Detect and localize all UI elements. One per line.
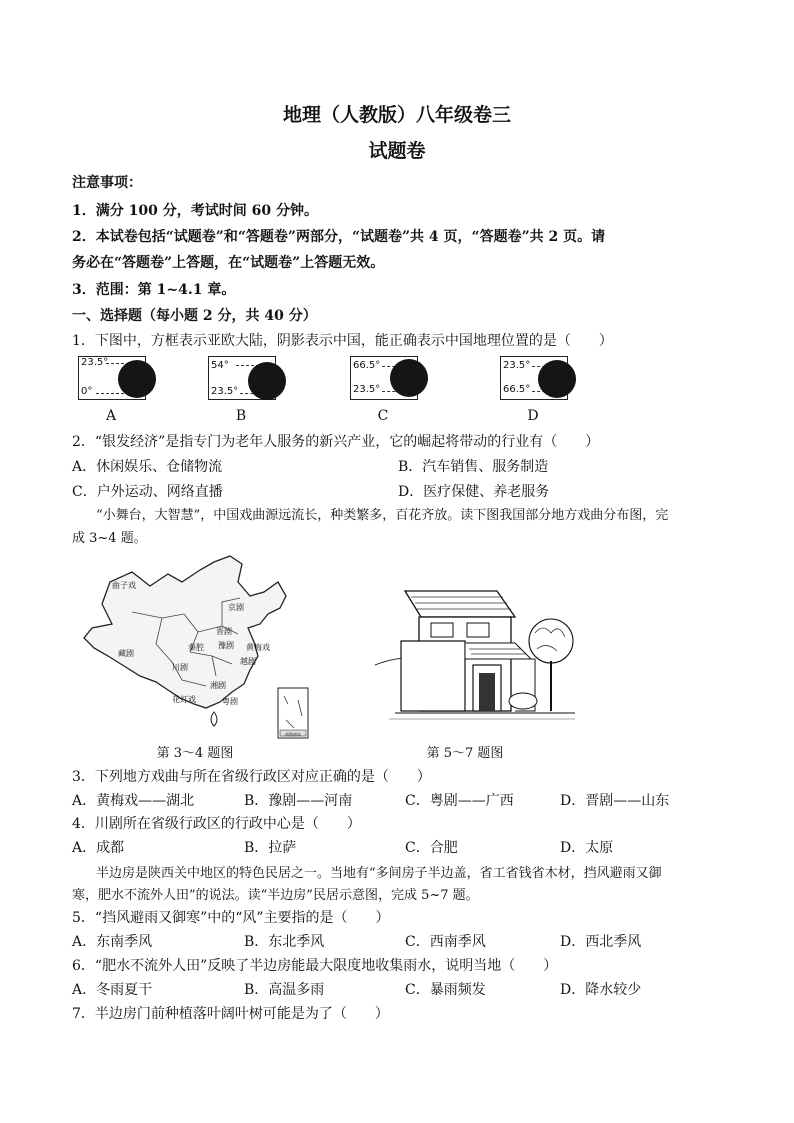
notice-item-3: 3．范围：第 1~4.1 章。 <box>72 282 236 298</box>
map-label-zangju: 藏剧 <box>118 649 134 658</box>
notice-item-1: 1．满分 100 分，考试时间 60 分钟。 <box>72 203 318 219</box>
q1-d-top-lat: 23.5° <box>503 360 531 371</box>
q1-c-top-lat: 66.5° <box>353 360 381 371</box>
china-shadow-b <box>248 362 286 400</box>
q4-option-d: D．太原 <box>560 840 614 856</box>
notice-heading: 注意事项： <box>72 175 142 191</box>
map-label-xiangju: 湘剧 <box>210 681 226 690</box>
map-label-jinju: 晋剧 <box>216 627 232 636</box>
q1-b-top-lat: 54° <box>211 360 229 371</box>
q3-stem: 3．下列地方戏曲与所在省级行政区对应正确的是（ ） <box>72 769 431 785</box>
map-label-yueju-gd: 粤剧 <box>222 697 238 706</box>
q3-option-d: D．晋剧——山东 <box>560 793 670 809</box>
map-label-yueju-zj: 越剧 <box>240 657 256 666</box>
opera-distribution-map <box>72 552 324 742</box>
q1-d-label: D <box>527 408 539 424</box>
map-label-yuju: 豫剧 <box>218 641 234 650</box>
section-heading: 一、选择题（每小题 2 分，共 40 分） <box>72 308 317 324</box>
passage1-line2: 成 3~4 题。 <box>72 531 147 546</box>
q1-stem: 1．下图中，方框表示亚欧大陆，阴影表示中国，能正确表示中国地理位置的是（ ） <box>72 333 613 349</box>
map-label-chuanju: 川剧 <box>172 663 188 672</box>
notice-item-2: 2．本试卷包括“试题卷”和“答题卷”两部分，“试题卷”共 4 页，“答题卷”共 2 页。请 <box>72 229 606 245</box>
q1-b-bottom-lat: 23.5° <box>211 386 239 397</box>
map-label-huadengxi: 花灯戏 <box>172 695 196 704</box>
q2-option-d: D．医疗保健、养老服务 <box>398 484 550 500</box>
map-label-huangmeixi: 黄梅戏 <box>246 643 270 652</box>
q1-c-label: C <box>377 408 389 424</box>
q2-option-b: B．汽车销售、服务制造 <box>398 459 549 475</box>
q1-b-label: B <box>235 408 247 424</box>
q3-option-b: B．豫剧——河南 <box>244 793 353 809</box>
q6-stem: 6．“肥水不流外人田”反映了半边房能最大限度地收集雨水，说明当地（ ） <box>72 958 558 974</box>
map-label-qinqiang: 秦腔 <box>188 643 204 652</box>
map-caption: 第 3～4 题图 <box>156 746 234 761</box>
q4-option-a: A．成都 <box>72 840 125 856</box>
q2-option-a: A．休闲娱乐、仓储物流 <box>72 459 223 475</box>
map-label-quzixi: 曲子戏 <box>112 581 136 590</box>
q5-option-c: C．西南季风 <box>405 934 486 950</box>
q2-option-c: C．户外运动、网络直播 <box>72 484 223 500</box>
q5-option-d: D．西北季风 <box>560 934 642 950</box>
q5-stem: 5．“挡风避雨又御寒”中的“风”主要指的是（ ） <box>72 910 390 926</box>
china-shadow-c <box>390 359 428 397</box>
q2-stem: 2．“银发经济”是指专门为老年人服务的新兴产业，它的崛起将带动的行业有（ ） <box>72 434 600 450</box>
q4-stem: 4．川剧所在省级行政区的行政中心是（ ） <box>72 816 361 832</box>
q6-option-c: C．暴雨频发 <box>405 982 486 998</box>
half-house-illustration <box>365 583 585 723</box>
q3-option-a: A．黄梅戏——湖北 <box>72 793 195 809</box>
exam-title: 地理（人教版）八年级卷三 <box>282 104 511 126</box>
q3-option-c: C．粤剧——广西 <box>405 793 514 809</box>
q4-option-b: B．拉萨 <box>244 840 297 856</box>
q1-c-bottom-lat: 23.5° <box>353 384 381 395</box>
q1-d-bottom-lat: 66.5° <box>503 384 531 395</box>
china-shadow-d <box>538 360 576 398</box>
q5-option-b: B．东北季风 <box>244 934 325 950</box>
q6-option-a: A．冬雨夏干 <box>72 982 153 998</box>
passage2-line1: 半边房是陕西关中地区的特色民居之一。当地有“多间房子半边盖，省工省钱省木材，挡风避雨又御 <box>96 866 662 881</box>
q6-option-d: D．降水较少 <box>560 982 642 998</box>
q4-option-c: C．合肥 <box>405 840 458 856</box>
china-shadow-a <box>118 360 156 398</box>
q7-stem: 7．半边房门前种植落叶阔叶树可能是为了（ ） <box>72 1006 389 1022</box>
passage1-line1: “小舞台，大智慧”，中国戏曲源远流长，种类繁多，百花齐放。读下图我国部分地方戏曲分布图，完 <box>96 508 669 523</box>
q5-option-a: A．东南季风 <box>72 934 153 950</box>
passage2-line2: 寒，肥水不流外人田”的说法。读“半边房”民居示意图，完成 5~7 题。 <box>72 888 479 903</box>
map-label-jingju: 京剧 <box>228 603 244 612</box>
q1-a-top-lat: 23.5° <box>81 357 109 368</box>
house-caption: 第 5～7 题图 <box>426 746 504 761</box>
q6-option-b: B．高温多雨 <box>244 982 325 998</box>
exam-subtitle: 试题卷 <box>368 140 426 162</box>
q1-a-label: A <box>105 408 117 424</box>
q1-a-bottom-lat: 0° <box>81 386 93 397</box>
map-inset-label: 南海诸岛 <box>285 732 301 737</box>
notice-item-2-cont: 务必在“答题卷”上答题，在“试题卷”上答题无效。 <box>72 255 385 271</box>
